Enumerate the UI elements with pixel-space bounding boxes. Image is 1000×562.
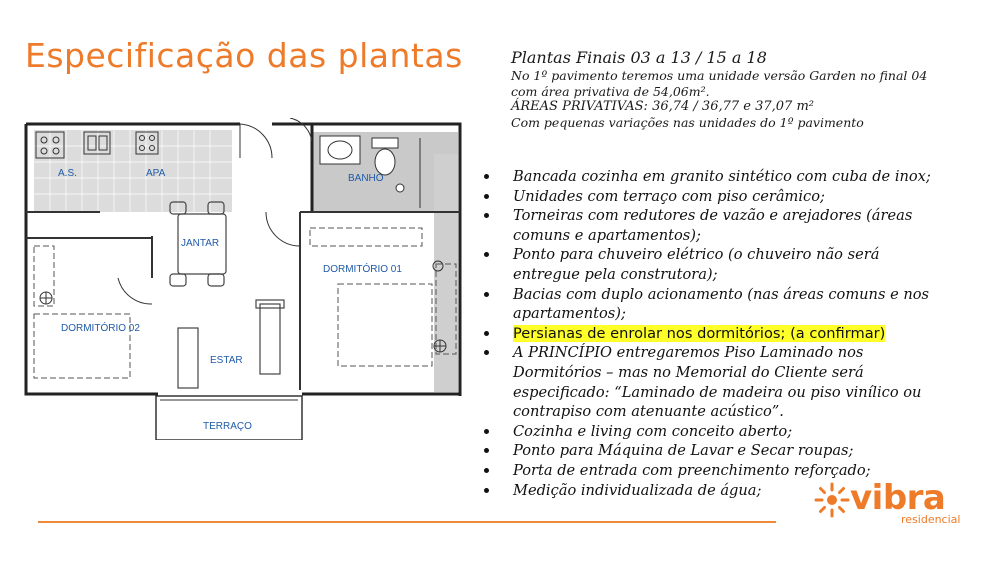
room-label-apa: APA	[146, 168, 166, 179]
list-item	[484, 245, 984, 284]
list-item-text: especificado: “Laminado de madeira ou piso vinílico ou	[513, 383, 922, 401]
bullet-dot	[484, 331, 489, 336]
bullet-dot	[484, 350, 489, 355]
list-item-text: Bancada cozinha em granito sintético com cuba de inox;	[513, 168, 931, 185]
variations-note: Com pequenas variações nas unidades do 1º pavimento	[511, 115, 864, 130]
footer-divider	[38, 521, 776, 523]
list-item-text: Dormitórios – mas no Memorial do Cliente será	[513, 363, 864, 381]
list-item-text: apartamentos);	[513, 305, 626, 323]
list-item	[484, 285, 984, 324]
bullet-dot	[484, 448, 489, 453]
sun-icon	[814, 482, 850, 518]
list-item	[484, 343, 984, 421]
intro-line-2: com área privativa de 54,06m².	[511, 83, 710, 99]
floor-plan	[20, 118, 462, 440]
facade-strip	[434, 154, 458, 392]
dorm2-bed	[34, 246, 130, 378]
info-block	[511, 48, 981, 131]
plans-subtitle: Plantas Finais 03 a 13 / 15 a 18	[511, 48, 767, 67]
room-label-dormitorio-01: DORMITÓRIO 01	[323, 264, 402, 275]
list-item	[484, 441, 984, 461]
list-item-text: Porta de entrada com preenchimento reforçado;	[513, 461, 871, 479]
logo-wordmark: vibra	[850, 478, 946, 518]
vibra-logo	[812, 478, 972, 528]
list-item	[484, 324, 984, 344]
bullet-dot	[484, 429, 489, 434]
bullet-dot	[484, 213, 489, 218]
list-item-text: Medição individualizada de água;	[513, 481, 762, 499]
room-label-banho: BANHO	[348, 173, 384, 184]
bullet-dot	[484, 468, 489, 473]
list-item	[484, 206, 984, 245]
list-item-text: Torneiras com redutores de vazão e arejadores (áreas	[513, 207, 913, 225]
private-areas: ÁREAS PRIVATIVAS: 36,74 / 36,77 e 37,07 m²	[511, 99, 814, 114]
intro-line-1: No 1º pavimento teremos uma unidade versão Garden no final 04	[511, 68, 928, 83]
list-item-text: Ponto para Máquina de Lavar e Secar roupas;	[513, 442, 854, 460]
list-item-text: Cozinha e living com conceito aberto;	[513, 422, 793, 440]
page-title: Especificação das plantas	[25, 36, 463, 75]
list-item	[484, 187, 984, 207]
bullet-dot	[484, 194, 489, 199]
highlighted-item-text: Persianas de enrolar nos dormitórios; (a confirmar)	[513, 324, 886, 342]
bullet-dot	[484, 252, 489, 257]
living-furniture	[178, 300, 284, 388]
room-label-terraco: TERRAÇO	[203, 421, 252, 432]
list-item-text: A PRINCÍPIO entregaremos Piso Laminado nos	[513, 344, 864, 362]
list-item	[484, 422, 984, 442]
room-label-estar: ESTAR	[210, 355, 243, 366]
logo-subtitle: residencial	[901, 513, 961, 526]
list-item	[484, 167, 984, 187]
bullet-dot	[484, 488, 489, 493]
room-label-jantar: JANTAR	[181, 238, 220, 249]
list-item-text: Unidades com terraço com piso cerâmico;	[513, 187, 825, 205]
list-item-text: Ponto para chuveiro elétrico (o chuveiro não será	[513, 246, 880, 264]
list-item-text: comuns e apartamentos);	[513, 226, 701, 244]
bullet-dot	[484, 292, 489, 297]
list-item-text: contrapiso com atenuante acústico”.	[513, 403, 784, 421]
room-label-as: A.S.	[58, 168, 77, 179]
specification-list	[484, 167, 984, 500]
list-item-text: entregue pela construtora);	[513, 265, 718, 283]
bullet-dot	[484, 174, 489, 179]
room-label-dormitorio-02: DORMITÓRIO 02	[61, 323, 140, 334]
list-item-text: Bacias com duplo acionamento (nas áreas comuns e nos	[513, 285, 930, 303]
